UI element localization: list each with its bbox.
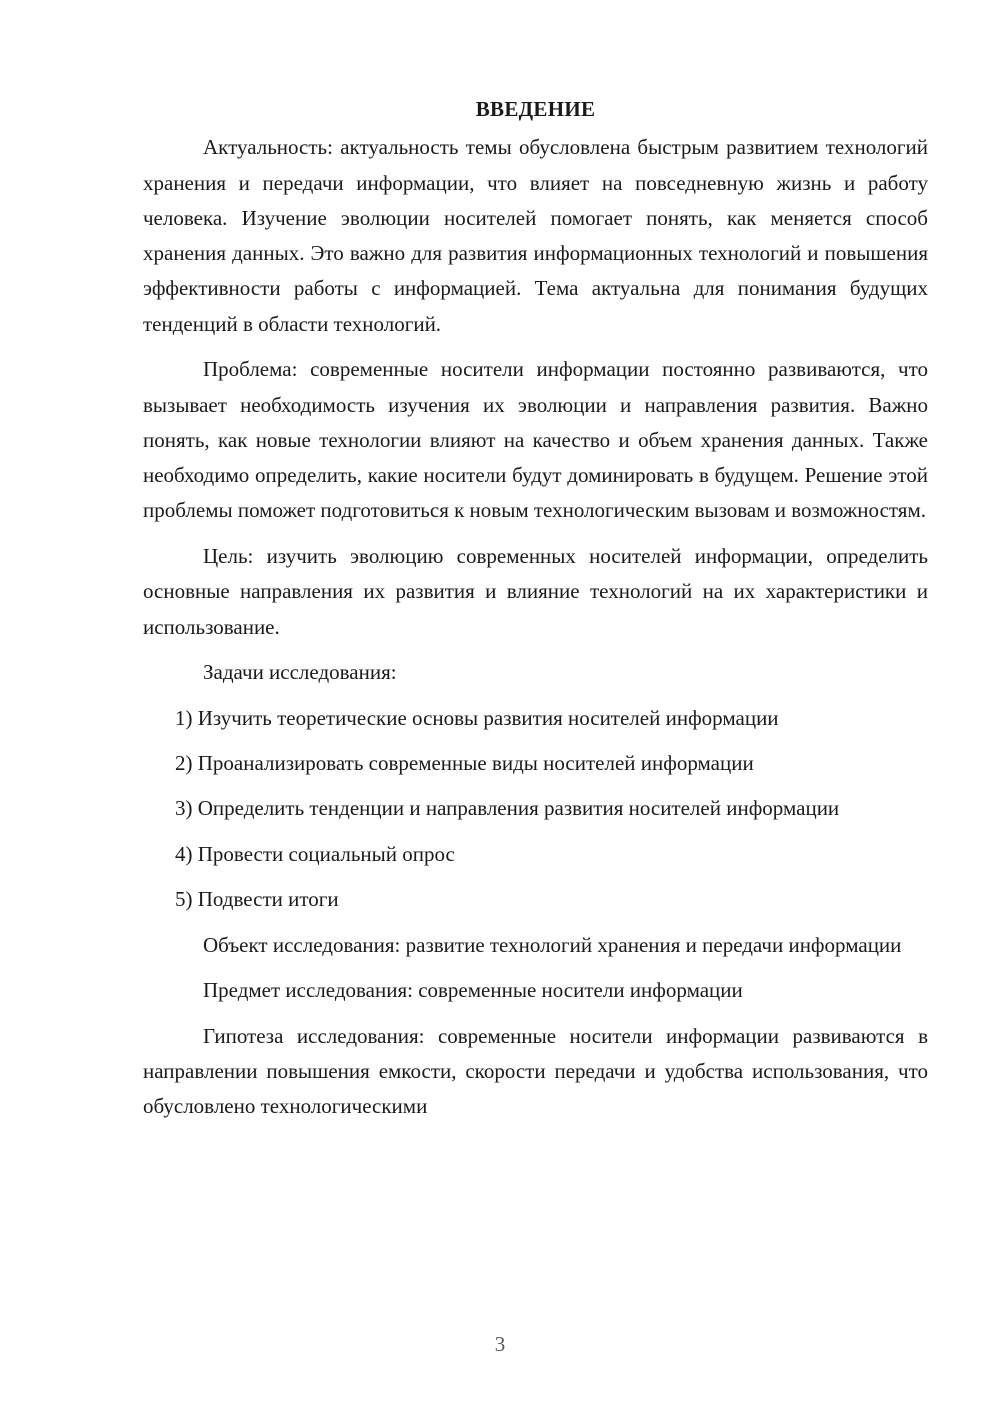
tasks-heading: Задачи исследования: — [203, 660, 397, 685]
goal-paragraph: Цель: изучить эволюцию современных носителей информации, определить основные направления их развития и влияние технологий на их характеристики и использование. — [143, 543, 928, 639]
document-page — [143, 92, 928, 1135]
task-item: 5) Подвести итоги — [175, 887, 339, 912]
hypothesis-paragraph: Гипотеза исследования: современные носители информации развиваются в направлении повышения емкости, скорости передачи и удобства использования, что обусловлено технологическими — [143, 1023, 928, 1119]
task-item: 2) Проанализировать современные виды носителей информации — [175, 750, 754, 775]
task-item: 3) Определить тенденции и направления развития носителей информации — [175, 796, 840, 821]
object-paragraph: Объект исследования: развитие технологий хранения и передачи информации — [203, 932, 902, 957]
relevance-paragraph: Актуальность: актуальность темы обусловлена быстрым развитием технологий хранения и передачи информации, что влияет на повседневную жизнь и работу человека. Изучение эволюции носителей помогает понять, как меняется способ хранения данных. Это важно для развития информационных технологий и повышения эффективности работы с информацией. Тема актуальна для понимания будущих тенденций в области технологий. — [143, 135, 928, 336]
subject-paragraph: Предмет исследования: современные носители информации — [203, 978, 743, 1003]
task-item: 1) Изучить теоретические основы развития носителей информации — [175, 705, 779, 730]
page-number: 3 — [494, 1332, 506, 1356]
task-item: 4) Провести социальный опрос — [175, 841, 455, 866]
problem-paragraph: Проблема: современные носители информации постоянно развиваются, что вызывает необходимость изучения их эволюции и направления развития. Важно понять, как новые технологии влияют на качество и объем хранения данных. Также необходимо определить, какие носители будут доминировать в будущем. Решение этой проблемы поможет подготовиться к новым технологическим вызовам и возможностям. — [143, 357, 928, 523]
page-title: ВВЕДЕНИЕ — [475, 97, 596, 121]
